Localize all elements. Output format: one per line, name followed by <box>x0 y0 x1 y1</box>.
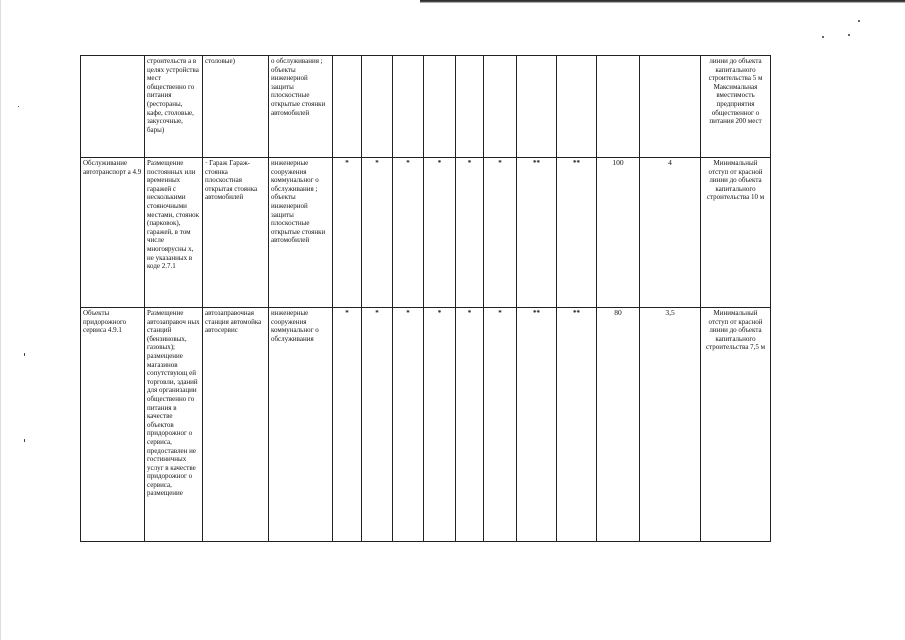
parameter-cell: * <box>424 158 456 308</box>
parameter-cell: * <box>456 158 484 308</box>
scan-speck <box>24 353 25 356</box>
parameter-cell <box>424 56 456 158</box>
parameter-cell: ** <box>517 158 557 308</box>
parameter-cell <box>362 56 393 158</box>
max-coverage-cell: 100 <box>597 158 640 308</box>
zoning-regulations-table <box>80 55 771 542</box>
auxiliary-use-cell: о обслуживания ; объекты инженерной защиты плоскостные открытые стоянки автомобилей <box>269 56 333 158</box>
permitted-use-name-cell: Объекты придорожного сервиса 4.9.1 <box>81 308 145 542</box>
max-coverage-cell: 80 <box>597 308 640 542</box>
permitted-use-description-cell: строительств а в целях устройства мест общественно го питания (рестораны, кафе, столовые, закусочные, бары) <box>145 56 203 158</box>
permitted-use-description-cell: Размещение автозаправоч ных станций (бензиновых, газовых); размещение магазинов сопутствующ ей торговли, зданий для организации общественно го питания в качестве объектов придорожног о сервиса, предоставлен ие гостиничных услуг в качестве придорожног о сервиса, размещение <box>145 308 203 542</box>
max-floors-cell: 4 <box>640 158 701 308</box>
permitted-use-name-cell <box>81 56 145 158</box>
parameter-cell: * <box>393 158 424 308</box>
parameter-cell: ** <box>557 158 597 308</box>
parameter-cell <box>484 56 517 158</box>
parameter-cell: ** <box>517 308 557 542</box>
parameter-cell: * <box>393 308 424 542</box>
parameter-cell <box>333 56 362 158</box>
auxiliary-use-cell: инженерные сооружения коммунальног о обслуживания ; объекты инженерной защиты плоскостные открытые стоянки автомобилей <box>269 158 333 308</box>
parameter-cell: * <box>362 308 393 542</box>
parameter-cell: * <box>333 158 362 308</box>
scan-speck <box>858 20 860 22</box>
scan-edge-left <box>0 0 1 640</box>
parameter-cell: * <box>484 158 517 308</box>
parameter-cell <box>393 56 424 158</box>
auxiliary-use-cell: инженерные сооружения коммунальног о обслуживания <box>269 308 333 542</box>
parameter-cell: * <box>333 308 362 542</box>
parameter-cell <box>517 56 557 158</box>
scan-speck <box>822 36 824 38</box>
notes-cell: линии до объекта капитального строительства 5 м Максимальная вместимость предприятия общественног о питания 200 мест <box>701 56 771 158</box>
main-use-cell: столовые) <box>203 56 269 158</box>
parameter-cell: ** <box>557 308 597 542</box>
max-floors-cell: 3,5 <box>640 308 701 542</box>
parameter-cell: * <box>424 308 456 542</box>
scan-speck <box>848 34 850 36</box>
permitted-use-description-cell: Размещение постоянных или временных гаражей с несколькими стояночными местами, стоянок (парковок), гаражей, в том числе многоярусны х, не указанных в коде 2.7.1 <box>145 158 203 308</box>
scan-speck <box>24 439 25 442</box>
parameter-cell: * <box>362 158 393 308</box>
table-row <box>81 158 771 308</box>
parameter-cell <box>456 56 484 158</box>
parameter-cell <box>557 56 597 158</box>
max-coverage-cell <box>597 56 640 158</box>
parameter-cell: * <box>456 308 484 542</box>
scan-edge-top <box>420 0 905 3</box>
scan-speck <box>18 106 19 107</box>
notes-cell: Минимальный отступ от красной линии до объекта капитального строительства 10 м <box>701 158 771 308</box>
parameter-cell: * <box>484 308 517 542</box>
permitted-use-name-cell: Обслуживание автотранспорт а 4.9 <box>81 158 145 308</box>
table-row <box>81 56 771 158</box>
notes-cell: Минимальный отступ от красной линии до объекта капитального строительства 7,5 м <box>701 308 771 542</box>
main-use-cell: · Гараж Гараж-стоянка плоскостная открытая стоянка автомобилей <box>203 158 269 308</box>
main-use-cell: автозаправочная станция автомойка автосервис <box>203 308 269 542</box>
table-row <box>81 308 771 542</box>
max-floors-cell <box>640 56 701 158</box>
